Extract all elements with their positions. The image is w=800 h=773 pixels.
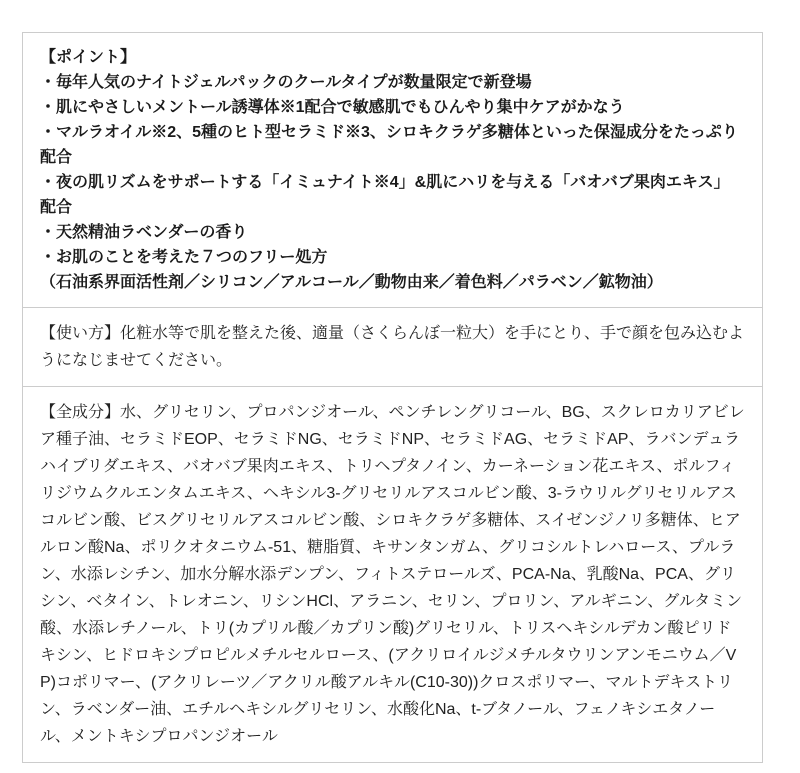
usage-section — [23, 307, 762, 386]
points-heading: 【ポイント】 — [40, 49, 137, 66]
point-item-free-list: （石油系界面活性剤／シリコン／アルコール／動物由来／着色料／パラベン／鉱物油） — [40, 274, 663, 291]
ingredients-section — [23, 386, 762, 762]
product-description-panel — [22, 32, 763, 763]
point-item: ・夜の肌リズムをサポートする「イミュナイト※4」&肌にハリを与える「バオバブ果肉エキス」配合 — [40, 174, 730, 216]
point-item: ・毎年人気のナイトジェルパックのクールタイプが数量限定で新登場 — [40, 74, 532, 91]
ingredients-text: 【全成分】水、グリセリン、プロパンジオール、ペンチレングリコール、BG、スクレロカリアビレア種子油、セラミドEOP、セラミドNG、セラミドNP、セラミドAG、セラミドAP、ラバンデュラハイブリダエキス、バオバブ果肉エキス、トリヘプタノイン、カーネーション花エキス、ポルフィリジウムクルエンタムエキス、ヘキシル3-グリセリルアスコルビン酸、3-ラウリルグリセリルアスコルビン酸、ビスグリセリルアスコルビン酸、シロキクラゲ多糖体、スイゼンジノリ多糖体、ヒアルロン酸Na、ポリクオタニウム-51、糖脂質、キサンタンガム、グリコシルトレハロース、プルラン、水添レシチン、加水分解水添デンプン、フィトステロールズ、PCA-Na、乳酸Na、PCA、グリシン、ベタイン、トレオニン、リシンHCl、アラニン、セリン、プロリン、アルギニン、グルタミン酸、水添レチノール、トリ(カプリル酸／カプリン酸)グリセリル、トリスヘキシルデカン酸ピリドキシン、ヒドロキシプロピルメチルセルロース、(アクリロイルジメチルタウリンアンモニウム／VP)コポリマー、(アクリレーツ／アクリル酸アルキル(C10-30))クロスポリマー、マルトデキストリン、ラベンダー油、エチルヘキシルグリセリン、水酸化Na、t-ブタノール、フェノキシエタノール、メントキシプロパンジオール — [40, 404, 745, 745]
points-section — [23, 33, 762, 307]
point-item: ・天然精油ラベンダーの香り — [40, 224, 248, 241]
point-item: ・マルラオイル※2、5種のヒト型セラミド※3、シロキクラゲ多糖体といった保湿成分をたっぷり配合 — [40, 124, 738, 166]
point-item: ・肌にやさしいメントール誘導体※1配合で敏感肌でもひんやり集中ケアがかなう — [40, 99, 625, 116]
point-item: ・お肌のことを考えた７つのフリー処方 — [40, 249, 328, 266]
usage-text: 【使い方】化粧水等で肌を整えた後、適量（さくらんぼ一粒大）を手にとり、手で顔を包み込むようになじませてください。 — [40, 325, 745, 369]
